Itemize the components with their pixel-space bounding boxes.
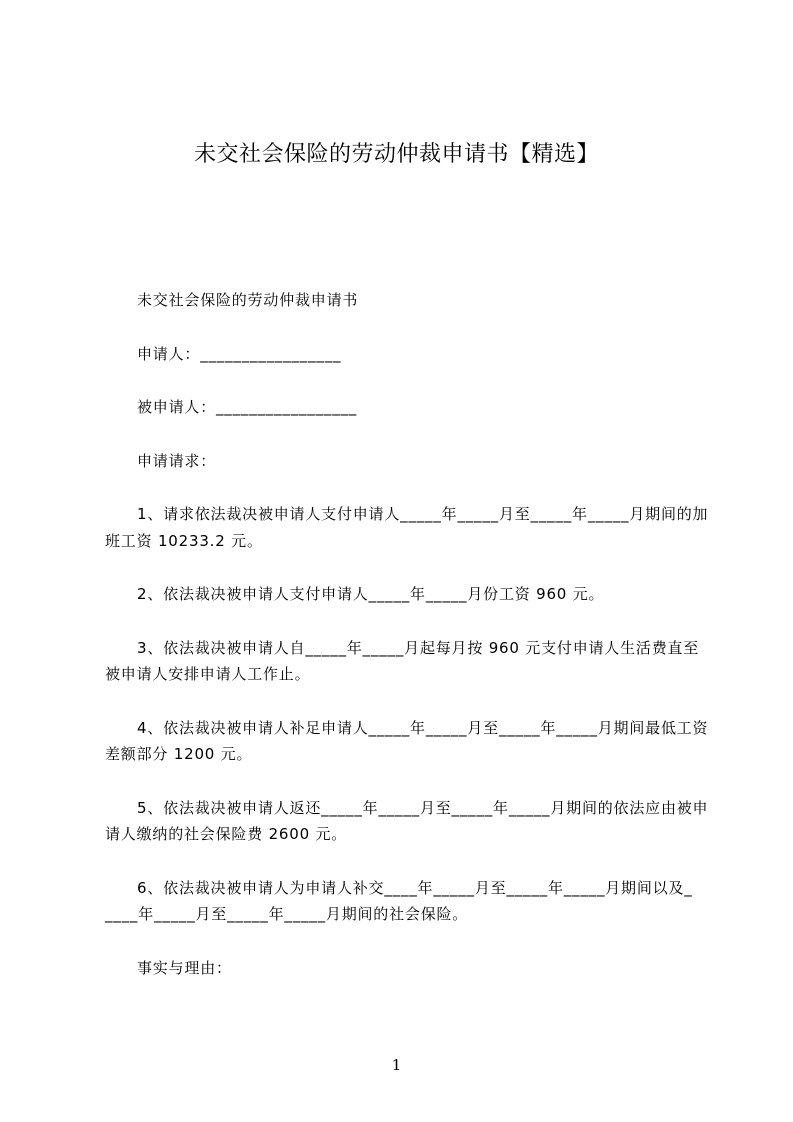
paragraph-line: 被申请人：_________________ — [137, 398, 358, 416]
paragraph-request-4 — [105, 715, 710, 768]
paragraph-request-5 — [105, 795, 710, 848]
paragraph-line: 1、请求依法裁决被申请人支付申请人_____年_____月至_____年_____月期间的加 — [137, 505, 709, 523]
paragraph-line: 请人缴纳的社会保险费 2600 元。 — [105, 825, 348, 843]
paragraph-request-6 — [105, 875, 710, 928]
paragraph-applicant — [105, 341, 710, 368]
paragraph-line: 申请人：_________________ — [137, 344, 342, 363]
paragraph-respondent — [105, 394, 710, 421]
document-body — [105, 287, 710, 1008]
paragraph-line: 3、依法裁决被申请人自_____年_____月起每月按 960 元支付申请人生活费直至 — [137, 638, 700, 657]
page-number: 1 — [391, 1056, 402, 1074]
paragraph-request-2 — [105, 581, 710, 608]
paragraph-line: 申请请求： — [137, 451, 217, 470]
paragraph-line: ____年_____月至_____年_____月期间的社会保险。 — [105, 905, 469, 923]
paragraph-requests-heading — [105, 448, 710, 475]
paragraph-line: 事实与理由： — [137, 958, 232, 977]
paragraph-request-1 — [105, 501, 710, 554]
paragraph-line: 班工资 10233.2 元。 — [105, 531, 263, 550]
paragraph-line: 未交社会保险的劳动仲裁申请书 — [137, 291, 359, 309]
paragraph-line: 4、依法裁决被申请人补足申请人_____年_____月至_____年_____月期间最低工资 — [137, 718, 709, 737]
paragraph-facts-heading — [105, 955, 710, 982]
paragraph-line: 差额部分 1200 元。 — [105, 745, 253, 763]
paragraph-line: 6、依法裁决被申请人为申请人补交____年_____月至_____年_____月期间以及_ — [137, 878, 693, 897]
paragraph-line: 2、依法裁决被申请人支付申请人_____年_____月份工资 960 元。 — [137, 585, 605, 603]
paragraph-request-3 — [105, 635, 710, 688]
document-title: 未交社会保险的劳动仲裁申请书【精选】 — [193, 142, 599, 167]
paragraph-line: 5、依法裁决被申请人返还_____年_____月至_____年_____月期间的依法应由被申 — [137, 798, 709, 817]
paragraph-heading — [105, 287, 710, 314]
paragraph-line: 被申请人安排申请人工作止。 — [105, 665, 311, 683]
